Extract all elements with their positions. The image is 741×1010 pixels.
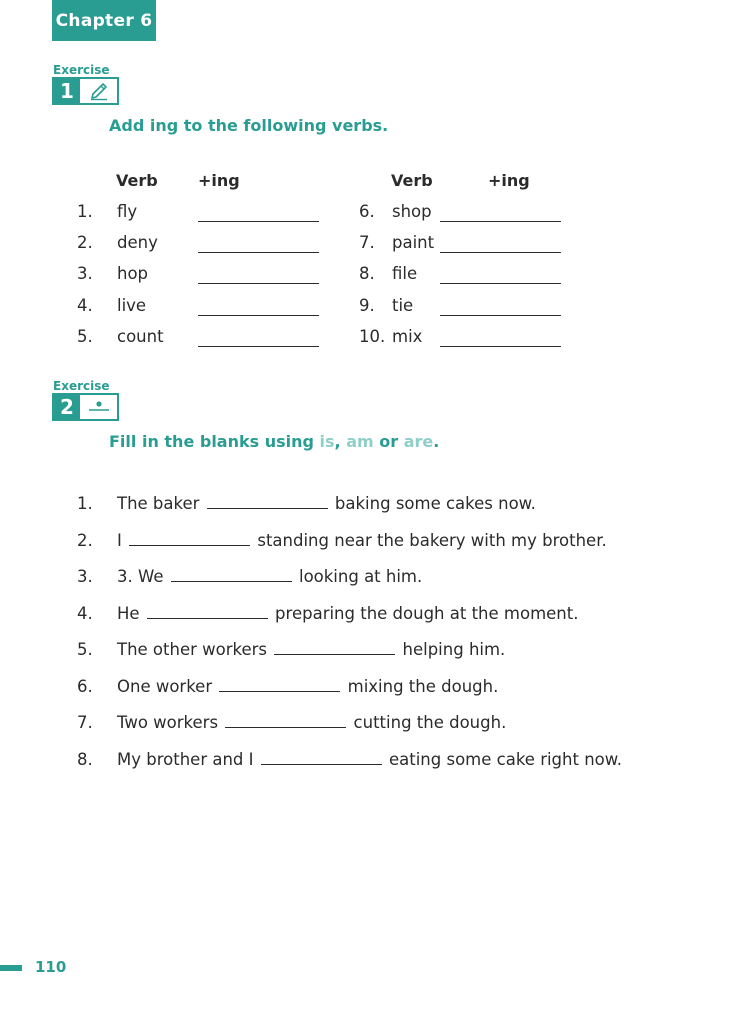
verb-number: 7. <box>359 233 375 252</box>
answer-blank[interactable] <box>261 763 382 765</box>
sentence-after: baking some cakes now. <box>329 494 536 513</box>
sentence-number: 2. <box>77 531 93 550</box>
sentence-number: 6. <box>77 677 93 696</box>
sentence-text <box>117 675 498 699</box>
verb-word: shop <box>392 202 432 221</box>
exercise-2-instruction <box>109 432 439 451</box>
verb-row <box>77 327 287 351</box>
instruction-sep-2: or <box>373 432 404 451</box>
exercise-1-number: 1 <box>54 79 80 103</box>
left-ing-header: +ing <box>198 171 240 190</box>
sentence-after: preparing the dough at the moment. <box>269 604 579 623</box>
answer-blank[interactable] <box>198 252 319 253</box>
exercise-1-badge <box>52 77 119 105</box>
verb-word: deny <box>117 233 158 252</box>
verb-word: paint <box>392 233 435 252</box>
sentence-before: I <box>117 531 128 550</box>
answer-blank[interactable] <box>171 580 292 582</box>
sentence-after: mixing the dough. <box>342 677 499 696</box>
option-is: is <box>319 432 335 451</box>
sentence-number: 5. <box>77 640 93 659</box>
verb-word: count <box>117 327 164 346</box>
sentence-number: 4. <box>77 604 93 623</box>
sentence-before: The other workers <box>117 640 273 659</box>
sentence-number: 1. <box>77 494 93 513</box>
answer-blank[interactable] <box>198 221 319 222</box>
answer-blank[interactable] <box>440 252 561 253</box>
sentence-before: Two workers <box>117 713 224 732</box>
verb-row <box>77 264 287 288</box>
instruction-sep-1: , <box>334 432 347 451</box>
verb-row <box>77 296 287 320</box>
verb-word: file <box>392 264 418 283</box>
sentence-after: eating some cake right now. <box>383 750 622 769</box>
verb-number: 4. <box>77 296 93 315</box>
sentence-number: 3. <box>77 567 93 586</box>
verb-row <box>77 233 287 257</box>
verb-row <box>359 296 569 320</box>
option-are: are <box>403 432 434 451</box>
sentence-text <box>117 748 632 772</box>
verb-number: 1. <box>77 202 93 221</box>
verb-number: 10. <box>359 327 386 346</box>
verb-number: 9. <box>359 296 375 315</box>
verb-row <box>359 264 569 288</box>
verb-number: 2. <box>77 233 93 252</box>
verb-row <box>359 202 569 226</box>
instruction-prefix: Fill in the blanks using <box>109 432 320 451</box>
verb-row <box>359 327 569 351</box>
answer-blank[interactable] <box>274 653 395 655</box>
answer-blank[interactable] <box>440 346 561 347</box>
answer-blank[interactable] <box>198 283 319 284</box>
sentence-after: standing near the bakery with my brother. <box>252 531 607 550</box>
sentence-text <box>117 638 505 662</box>
sentence-text <box>117 711 506 735</box>
sentence-before: 3. We <box>117 567 169 586</box>
sentence-text <box>117 492 536 516</box>
verb-row <box>77 202 287 226</box>
fill-blank-icon <box>80 395 117 419</box>
verb-word: fly <box>117 202 138 221</box>
exercise-1-instruction: Add ing to the following verbs. <box>109 116 389 135</box>
chapter-tab: Chapter 6 <box>52 0 156 41</box>
pencil-icon <box>80 79 117 103</box>
verb-number: 3. <box>77 264 93 283</box>
right-verb-header: Verb <box>391 171 433 190</box>
answer-blank[interactable] <box>225 726 346 728</box>
left-verb-header: Verb <box>116 171 158 190</box>
verb-word: live <box>117 296 147 315</box>
instruction-end: . <box>433 432 440 451</box>
page-marker <box>0 965 22 971</box>
sentence-text <box>117 529 607 553</box>
sentence-before: My brother and I <box>117 750 259 769</box>
answer-blank[interactable] <box>147 617 268 619</box>
page-number: 110 <box>35 958 67 976</box>
answer-blank[interactable] <box>440 315 561 316</box>
exercise-2-number: 2 <box>54 395 80 419</box>
verb-word: hop <box>117 264 149 283</box>
sentence-before: One worker <box>117 677 218 696</box>
answer-blank[interactable] <box>129 544 250 546</box>
answer-blank[interactable] <box>198 315 319 316</box>
verb-word: mix <box>392 327 423 346</box>
verb-number: 6. <box>359 202 375 221</box>
right-ing-header: +ing <box>488 171 530 190</box>
verb-word: tie <box>392 296 414 315</box>
sentence-before: The baker <box>117 494 205 513</box>
answer-blank[interactable] <box>219 690 340 692</box>
sentence-number: 8. <box>77 750 93 769</box>
sentence-text <box>117 602 578 626</box>
exercise-2-badge <box>52 393 119 421</box>
sentence-number: 7. <box>77 713 93 732</box>
answer-blank[interactable] <box>207 507 328 509</box>
sentence-after: cutting the dough. <box>348 713 507 732</box>
answer-blank[interactable] <box>440 283 561 284</box>
sentence-text <box>117 565 422 589</box>
exercise-2-label: Exercise <box>53 379 110 393</box>
sentence-before: He <box>117 604 145 623</box>
verb-number: 5. <box>77 327 93 346</box>
answer-blank[interactable] <box>198 346 319 347</box>
sentence-after: helping him. <box>397 640 506 659</box>
verb-row <box>359 233 569 257</box>
option-am: am <box>346 432 374 451</box>
sentence-after: looking at him. <box>293 567 423 586</box>
exercise-1-label: Exercise <box>53 63 110 77</box>
verb-number: 8. <box>359 264 375 283</box>
answer-blank[interactable] <box>440 221 561 222</box>
